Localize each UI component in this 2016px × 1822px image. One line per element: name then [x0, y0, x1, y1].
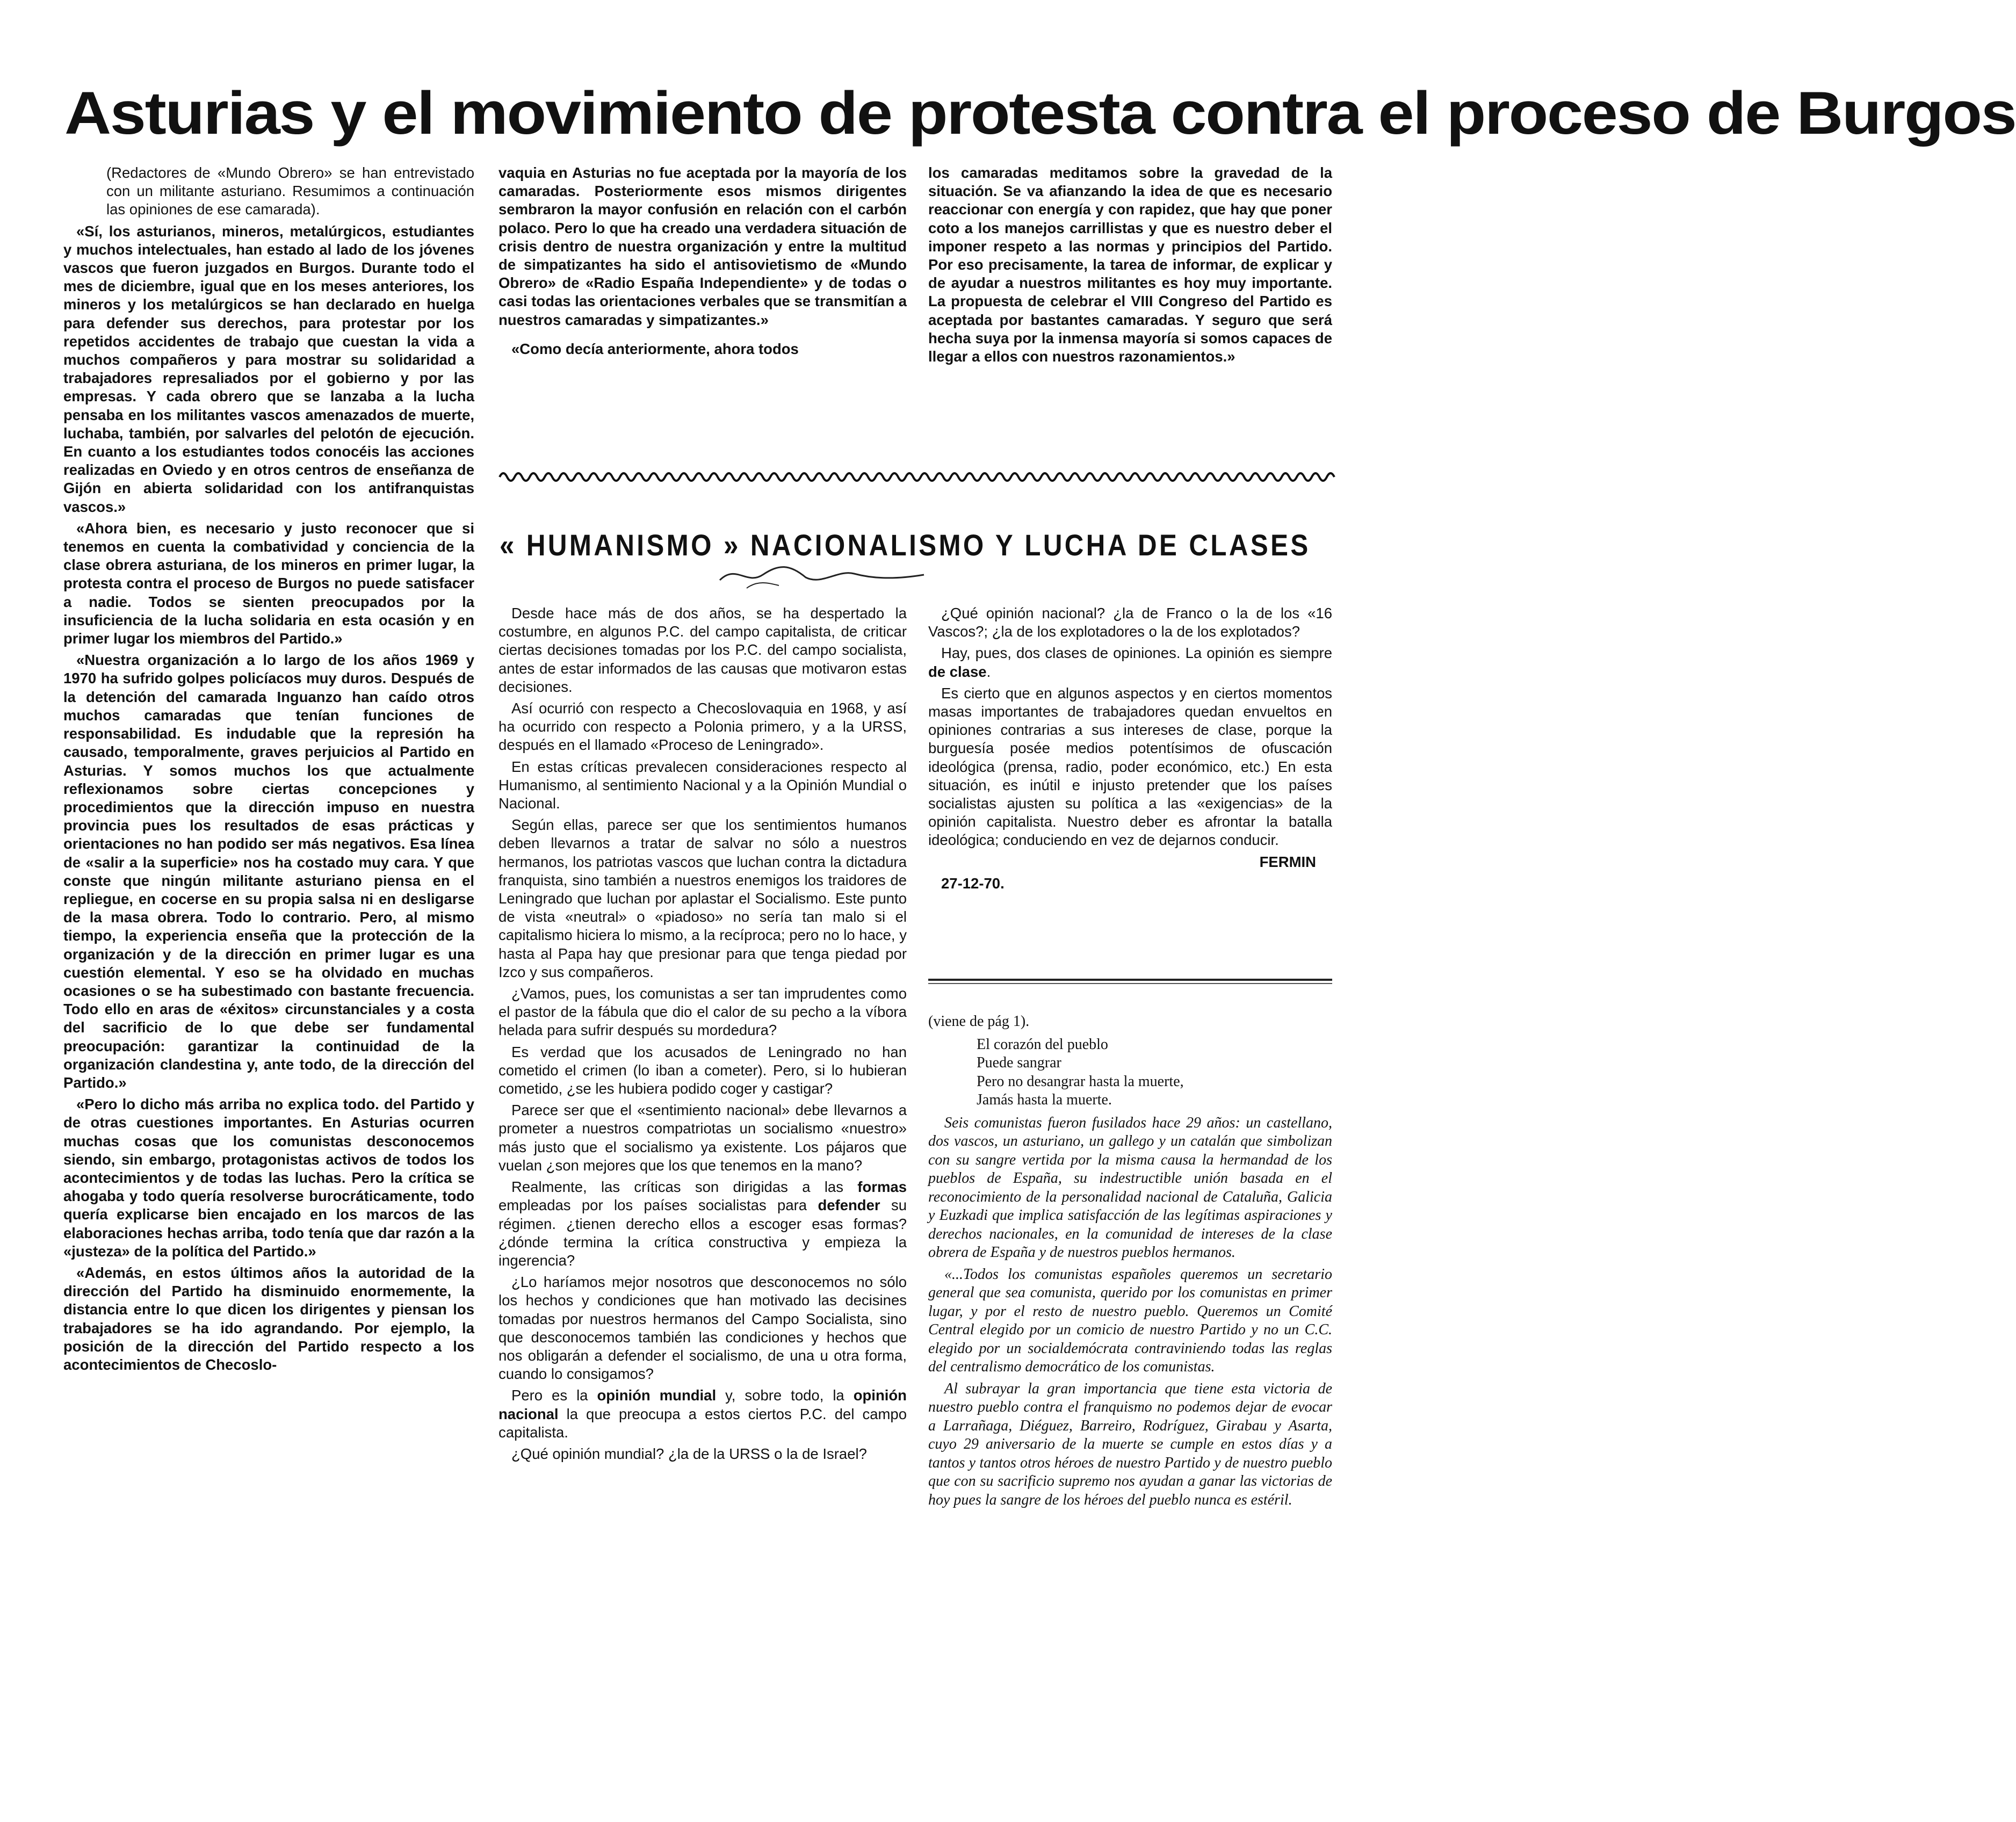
section-rule — [928, 983, 1332, 984]
section-rule — [928, 979, 1332, 981]
continuation-column — [928, 1013, 1332, 1791]
poem-line: El corazón del pueblo — [977, 1036, 1108, 1053]
interview-paragraph: «Ahora bien, es necesario y justo reconocer que si tenemos en cuenta la combatividad y conciencia de la clase obrera asturiana, de los mineros en primer lugar, la protesta contra el proceso de Burgos no puede satisfacer a nadie. Todos se sienten preocupados por la insuficiencia de la lucha solidaria en esta ocasión y en primer lugar los miembros del Partido.» — [63, 519, 474, 647]
emphasis: opinión nacional — [498, 1387, 907, 1422]
poem-line: Jamás hasta la muerte. — [977, 1091, 1112, 1108]
wavy-divider — [500, 466, 1333, 488]
poem-line: Puede sangrar — [977, 1054, 1061, 1071]
article-paragraph: En estas críticas prevalecen consideraciones respecto al Humanismo, al sentimiento Nacional y a la Opinión Mundial o Nacional. — [498, 758, 907, 812]
text-run: Pero es la — [511, 1387, 597, 1404]
article-paragraph: Según ellas, parece ser que los sentimientos humanos deben llevarnos a tratar de salvar no sólo a nuestros hermanos, los patriotas vascos que luchan contra la dictadura franquista, sino también a nuestros enemigos los traidores de Leningrado que luchan por aplastar el Socialismo. Este punto de vista «neutral» o «piadoso» no sería tan malo si el capitalismo hiciera lo mismo, a la recíproca; pero no lo hace, y hasta al Papa hay que presionar para que tenga piedad por Izco y sus compañeros. — [498, 816, 907, 980]
article-column-2 — [928, 604, 1332, 996]
article-column-1 — [498, 604, 907, 1791]
article-paragraph: Es cierto que en algunos aspectos y en ciertos momentos masas importantes de trabajadores quedan envueltos en opiniones contrarias a sus intereses de clase, porque la burguesía posée medios potentísimos de ofuscación ideológica (prensa, radio, poder económico, etc.) En esta situación, es inútil e injusto pretender que los países socialistas ajusten su política a las «exigencias» de la opinión capitalista. Nuestro deber es afrontar la batalla ideológica; conduciendo en vez de dejarnos conducir. — [928, 684, 1332, 849]
interview-paragraph: «Nuestra organización a lo largo de los años 1969 y 1970 ha sufrido golpes policíacos muy duros. Después de la detención del camarada Inguanzo han caído otros muchos camaradas que tenían funciones de responsabilidad. Es indudable que la represión ha causado, temporalmente, graves perjuicios al Partido en Asturias. Y somos muchos los que actualmente reflexionamos sobre ciertas concepciones y procedimientos que la dirección impuso en nuestra provincia pues los resultados de esas prácticas y orientaciones no han podido ser más negativos. Esa línea de «salir a la superficie» nos ha costado muy cara. Y que conste que ningún militante asturiano piensa en el repliegue, en cocerse en su propia salsa ni en desligarse de la masa obrera. Todo lo contrario. Pero, al mismo tiempo, la experiencia enseña que la protección de la organización y de la dirección en primer lugar es una cuestión elemental. Y eso se ha olvidado en muchas ocasiones o se ha subestimado con bastante frecuencia. Todo ello en aras de «éxitos» circunstanciales y a costa del sacrificio de lo que debe ser fundamental preocupación: garantizar la continuidad de la organización clandestina y, ante todo, de la dirección del Partido.» — [63, 652, 474, 1091]
poem-line: Pero no desangrar hasta la muerte, — [977, 1073, 1184, 1090]
article-paragraph — [498, 1386, 907, 1442]
text-run: y, sobre todo, la — [716, 1387, 854, 1404]
text-run: Realmente, las críticas son dirigidas a las — [511, 1178, 858, 1196]
text-run: . — [986, 663, 991, 680]
article-paragraph: Desde hace más de dos años, se ha despertado la costumbre, en algunos P.C. del campo capitalista, de criticar ciertas decisiones tomadas por los P.C. del campo socialista, antes de estar informados de las causas que motivaron estas decisiones. — [498, 605, 907, 695]
emphasis: opinión mundial — [597, 1387, 717, 1404]
emphasis: defender — [818, 1197, 880, 1214]
interview-paragraph: «Como decía anteriormente, ahora todos — [511, 340, 799, 357]
continuation-paragraph: Seis comunistas fueron fusilados hace 29 años: un castellano, dos vascos, un asturiano, un gallego y un catalán que simbolizan con su sangre vertida por la misma causa la hermandad de los pueblos de España, su indestructible unión basada en el reconocimiento de la personalidad nacional de Cataluña, Galicia y Euzkadi que implica satisfacción de las legítimas aspiraciones y derechos nacionales, en la comunidad de intereses de la clase obrera de España y de nuestros pueblos hermanos. — [928, 1114, 1332, 1261]
page-headline: Asturias y el movimiento de protesta contra el proceso de Burgos — [64, 79, 2016, 147]
continuation-paragraph: Al subrayar la gran importancia que tiene esta victoria de nuestro pueblo contra el franquismo no podemos dejar de evocar a Larrañaga, Diéguez, Barreiro, Rodríguez, Girabau y Asarta, cuyo 29 aniversario de la muerte se cumple en estos días y a tantos y tantos otros héroes de nuestro Partido y de nuestro pueblo que con su sacrificio supremo nos ayudan a ganar las victorias de hoy pues la sangre de los héroes del pueblo nunca es estéril. — [928, 1380, 1332, 1508]
interview-column-2 — [498, 164, 907, 443]
article-paragraph: Así ocurrió con respecto a Checoslovaquia en 1968, y así ha ocurrido con respecto a Polonia primero, y a la URSS, después en el llamado «Proceso de Leningrado». — [498, 700, 907, 754]
interview-column-1 — [63, 164, 474, 1791]
interview-paragraph: «Sí, los asturianos, mineros, metalúrgicos, estudiantes y muchos intelectuales, han estado al lado de los jóvenes vascos que fueron juzgados en Burgos. Durante todo el mes de diciembre, igual que en los meses anteriores, los mineros y los metalúrgicos se han declarado en huelga para defender sus derechos, para protestar por los repetidos accidentes de trabajo que cuestan la vida a muchos compañeros y para mostrar su solidaridad a trabajadores represaliados por el gobierno y por las empresas. Y cada obrero que se lanzaba a la lucha pensaba en los militantes vascos amenazados de muerte, luchaba, también, por salvarles del pelotón de ejecución. En cuanto a los estudiantes todos conocéis las acciones realizadas en Oviedo y en otros centros de enseñanza de Gijón en abierta solidaridad con los antifranquistas vascos.» — [63, 222, 474, 515]
interview-column-3 — [928, 164, 1332, 465]
article-paragraph: ¿Lo haríamos mejor nosotros que desconocemos no sólo los hechos y condiciones que han motivado las decisines tomadas por nuestros hermanos del Campo Socialista, sino que desconocemos también las condiciones y hechos que nos obligarán a defender el socialismo, de una u otra forma, cuando lo consigamos? — [498, 1274, 907, 1383]
article-paragraph: ¿Qué opinión nacional? ¿la de Franco o la de los «16 Vascos?; ¿la de los explotadores o la de los explotados? — [928, 605, 1332, 640]
continuation-paragraph: «...Todos los comunistas españoles queremos un secretario general que sea comunista, querido por los comunistas en primer lugar, y por el resto de nuestro pueblo. Queremos un Comité Central elegido por un comicio de nuestro Partido y no un C.C. elegido por un socialdemócrata contraviniendo todas las reglas del centralismo democrático de los comunistas. — [928, 1266, 1332, 1375]
interview-paragraph: «Pero lo dicho más arriba no explica todo. del Partido y de otras cuestiones importantes. En Asturias ocurren muchas cosas que los comunistas desconocemos siendo, sin embargo, protagonistas activos de todos los acontecimientos y de todas las luchas. Pero la crítica se ahogaba y todo quería resolverse burocráticamente, todo quería explicarse bien encajado en los marcos de las elaboraciones hechas arriba, todo tenía que dar razón a la «justeza» de la política del Partido.» — [63, 1096, 474, 1260]
flourish-ornament — [714, 559, 929, 591]
article-date: 27-12-70. — [941, 874, 1005, 892]
author-signature: FERMIN — [1259, 853, 1316, 870]
interview-paragraph: vaquia en Asturias no fue aceptada por la mayoría de los camaradas. Posteriormente esos mismos dirigentes sembraron la mayor confusión en relación con el carbón polaco. Pero lo que ha creado una verdadera situación de crisis dentro de nuestra organización y entre la multitud de simpatizantes ha sido el antisovietismo de «Mundo Obrero» de «Radio España Independiente» y de todas o casi todas las orientaciones verbales que se transmitían a nuestros camaradas y simpatizantes.» — [498, 164, 907, 328]
text-run: su régimen. ¿tienen derecho ellos a escoger esas formas? ¿dónde termina la crítica constructiva y empieza la ingerencia? — [498, 1197, 907, 1269]
interview-intro: (Redactores de «Mundo Obrero» se han entrevistado con un militante asturiano. Resumimos a continuación las opiniones de ese camarada). — [106, 164, 474, 218]
interview-paragraph: los camaradas meditamos sobre la gravedad de la situación. Se va afianzando la idea de que es necesario reaccionar con energía y con rapidez, que hay que poner coto a los manejos carrillistas y que es nuestro deber el imponer respeto a las normas y principios del Partido. Por eso precisamente, la tarea de informar, de explicar y de ayudar a nuestros militantes es hoy muy importante. La propuesta de celebrar el VIII Congreso del Partido es aceptada por bastantes camaradas. Y seguro que será hecha suya por la inmensa mayoría si somos capaces de llegar a ellos con nuestros razonamientos.» — [928, 164, 1332, 365]
poem — [977, 1036, 1332, 1110]
text-run: empleadas por los países socialistas para — [498, 1197, 818, 1214]
article-paragraph — [498, 1178, 907, 1270]
text-run: la que preocupa a estos ciertos P.C. del campo capitalista. — [498, 1405, 907, 1441]
text-run: Hay, pues, dos clases de opiniones. La opinión es siempre — [941, 645, 1332, 662]
article-title: « HUMANISMO » NACIONALISMO Y LUCHA DE CLASES — [500, 528, 1311, 562]
emphasis: formas — [857, 1178, 907, 1196]
article-paragraph — [928, 644, 1332, 681]
emphasis: de clase — [928, 663, 987, 680]
continuation-note: (viene de pág 1). — [928, 1013, 1030, 1030]
article-paragraph: Parece ser que el «sentimiento nacional» debe llevarnos a prometer a nuestros compatriotas un socialismo «nuestro» más justo que el socialismo ya existente. Los pájaros que vuelan ¿son mejores que los que tenemos en la mano? — [498, 1102, 907, 1174]
article-paragraph: ¿Qué opinión mundial? ¿la de la URSS o la de Israel? — [511, 1445, 867, 1462]
article-paragraph: Es verdad que los acusados de Leningrado no han cometido el crimen (lo iban a cometer). Pero, si lo hubieran cometido, ¿se les hubiera podido coger y castigar? — [498, 1043, 907, 1097]
interview-paragraph: «Además, en estos últimos años la autoridad de la dirección del Partido ha disminuido enormemente, la distancia entre lo que dicen los dirigentes y piensan los trabajadores se ha ido agrandando. Por ejemplo, la posición de la dirección del Partido respecto a los acontecimientos de Checoslo- — [63, 1264, 474, 1373]
article-paragraph: ¿Vamos, pues, los comunistas a ser tan imprudentes como el pastor de la fábula que dio el calor de su pecho a la víbora helada para sufrir después su mordedura? — [498, 985, 907, 1039]
